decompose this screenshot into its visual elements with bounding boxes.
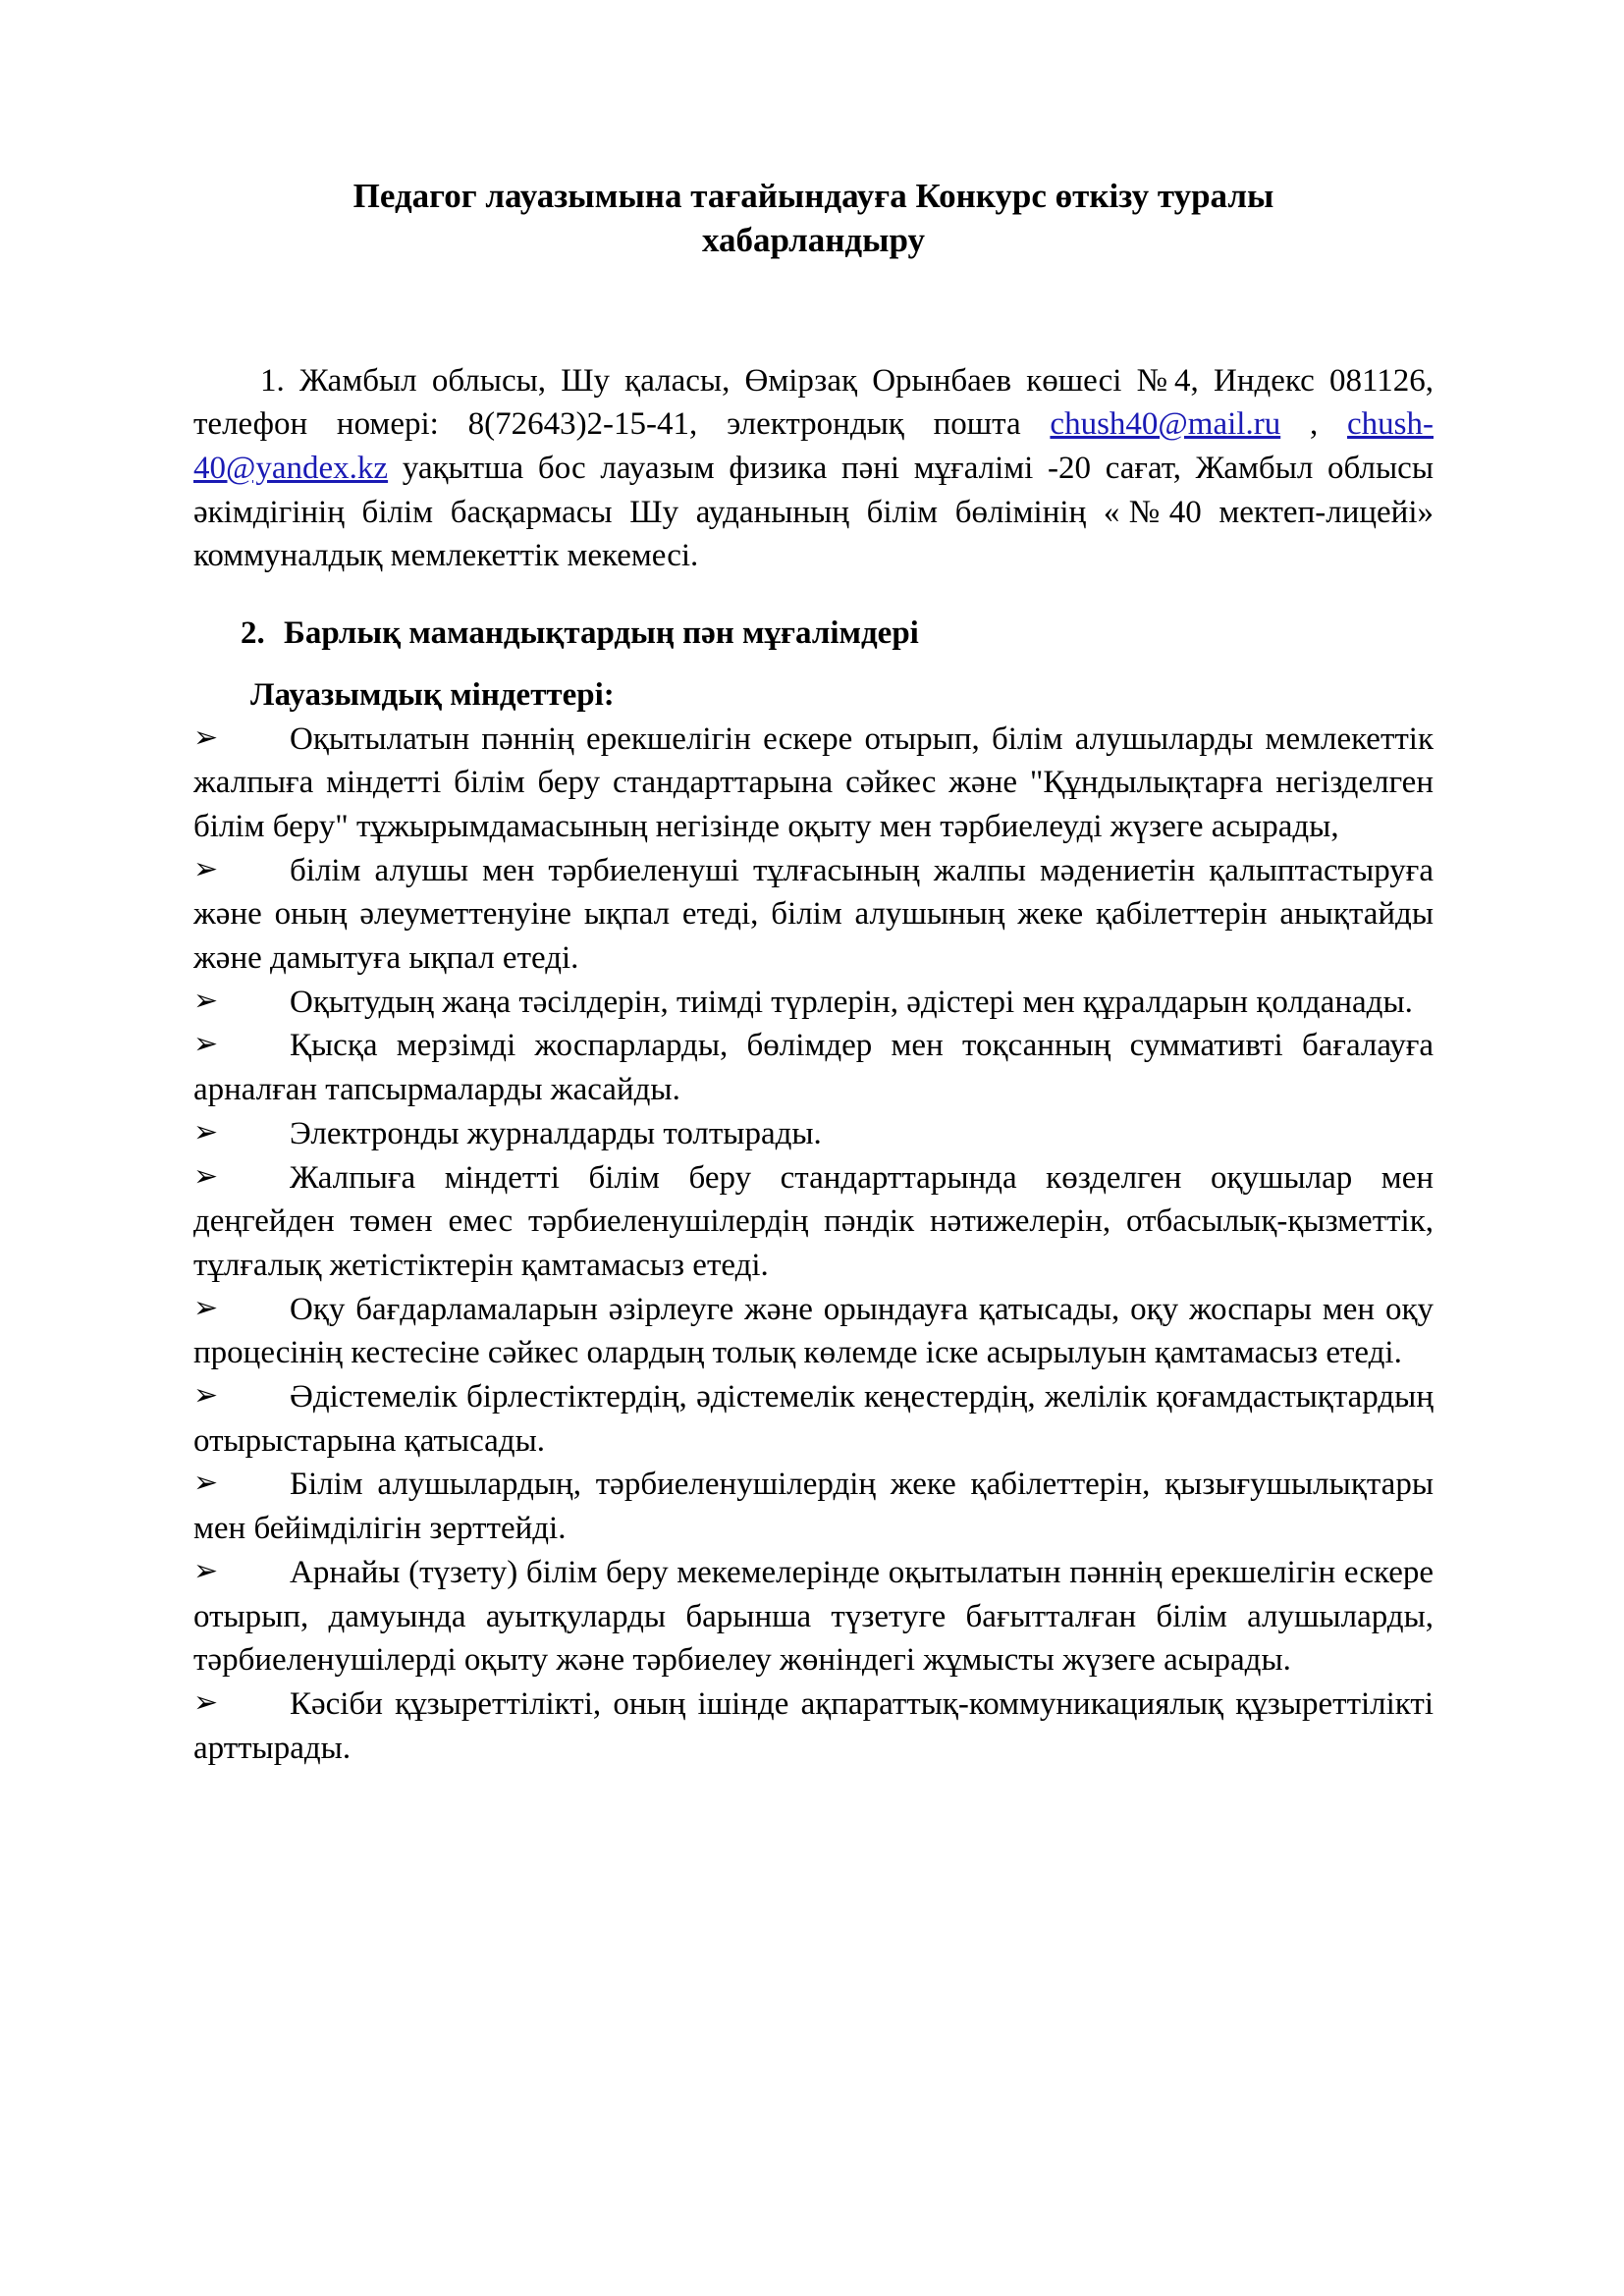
arrowhead-bullet-icon: ➢ <box>193 720 219 755</box>
list-item-text: Электронды журналдарды толтырады. <box>290 1115 822 1151</box>
paragraph-spacer-1 <box>193 578 1434 612</box>
arrowhead-bullet-icon: ➢ <box>193 1553 219 1588</box>
list-item-text: Әдістемелік бірлестіктердің, әдістемелік кеңестердің, желілік қоғамдастықтардың отырыстарына қатысады. <box>193 1379 1434 1459</box>
document-content <box>193 175 1434 1770</box>
list-item <box>193 1024 1434 1111</box>
list-item <box>193 1682 1434 1770</box>
arrowhead-bullet-icon: ➢ <box>193 1158 219 1194</box>
email-link-mail-ru[interactable]: chush40@mail.ru <box>1050 406 1281 443</box>
section-2-title: Барлық мамандықтардың пән мұғалімдері <box>284 615 919 652</box>
list-item-text: Оқу бағдарламаларын әзірлеуге және орындауға қатысады, оқу жоспары мен оқу процесінің кестесіне сәйкес олардың толық көлемде іске асырылуын қамтамасыз етеді. <box>193 1291 1434 1371</box>
list-item-text: Оқытудың жаңа тәсілдерін, тиімді түрлерін, әдістері мен құралдарын қолданады. <box>290 984 1413 1020</box>
paragraph-text-before-links: Жамбыл облысы, Шу қаласы, Өмірзақ Орынбаев көшесі №4, Индекс 081126, телефон номері: 8(72643)2-15-41, электрондық пошта <box>193 362 1434 443</box>
list-item-text: Білім алушылардың, тәрбиеленушілердің жеке қабілеттерін, қызығушылықтары мен бейімділігін зерттейді. <box>193 1467 1434 1547</box>
list-item <box>193 1463 1434 1550</box>
list-item <box>193 1112 1434 1156</box>
arrowhead-bullet-icon: ➢ <box>193 851 219 886</box>
list-item <box>193 849 1434 981</box>
section-2-heading <box>193 612 1434 656</box>
arrowhead-bullet-icon: ➢ <box>193 1466 219 1501</box>
list-item <box>193 1375 1434 1463</box>
arrowhead-bullet-icon: ➢ <box>193 1290 219 1325</box>
arrowhead-bullet-icon: ➢ <box>193 1027 219 1062</box>
list-item-text: Арнайы (түзету) білім беру мекемелерінде оқытылатын пәннің ерекшелігін ескере отырып, дамуында ауытқуларды барынша түзетуге бағытталған білім алушыларды, тәрбиеленушілерді оқыту және тәрбиелеу жөніндегі жұмысты жүзеге асырады. <box>193 1554 1434 1679</box>
page-title: Педагог лауазымына тағайындауға Конкурс өткізу туралы хабарландыру <box>352 177 1274 259</box>
list-item-text: Жалпыға міндетті білім беру стандарттарында көзделген оқушылар мен деңгейден төмен емес тәрбиеленушілердің пәндік нәтижелерін, отбасылық-қызметтік, тұлғалық жетістіктерін қамтамасыз етеді. <box>193 1159 1434 1283</box>
link-separator: , <box>1280 406 1348 443</box>
list-item <box>193 1156 1434 1288</box>
section-2-number: 2. <box>241 615 265 652</box>
arrowhead-bullet-icon: ➢ <box>193 1378 219 1414</box>
arrowhead-bullet-icon: ➢ <box>193 1684 219 1720</box>
list-item-text: білім алушы мен тәрбиеленуші тұлғасының жалпы мәдениетін қалыптастыруға және оның әлеуметтенуіне ықпал етеді, білім алушының жеке қабілеттерін анықтайды және дамытуға ықпал етеді. <box>193 852 1434 977</box>
duties-subheading: Лауазымдық міндеттері: <box>250 676 615 713</box>
section-spacer <box>193 656 1434 673</box>
list-item <box>193 718 1434 849</box>
arrowhead-bullet-icon: ➢ <box>193 983 219 1018</box>
list-item <box>193 1551 1434 1682</box>
list-item <box>193 1288 1434 1375</box>
list-item-text: Оқытылатын пәннің ерекшелігін ескере отырып, білім алушыларды мемлекеттік жалпыға міндетті білім беру стандарттарына сәйкес және "Құндылықтарға негізделген білім беру" тұжырымдамасының негізінде оқыту мен тәрбиелеуді жүзеге асырады, <box>193 721 1434 844</box>
list-item <box>193 981 1434 1025</box>
email-link-yandex-kz[interactable]: chush-40@yandex.kz <box>193 406 1434 486</box>
arrowhead-bullet-icon: ➢ <box>193 1114 219 1149</box>
title-spacer <box>193 263 1434 359</box>
paragraph-text-after-links: уақытша бос лауазым физика пәні мұғалімі -20 сағат, Жамбыл облысы әкімдігінің білім басқармасы Шу ауданының білім бөлімінің «№40 мектеп-лицейі» коммуналдық мемлекеттік мекемесі. <box>193 451 1434 574</box>
paragraph-number: 1. <box>260 362 285 399</box>
list-item-text: Қысқа мерзімді жоспарларды, бөлімдер мен тоқсанның суммативті бағалауға арналған тапсырмаларды жасайды. <box>193 1028 1434 1108</box>
duties-list <box>193 718 1434 1771</box>
paragraph-contact-info <box>193 359 1434 579</box>
list-item-text: Кәсіби құзыреттілікті, оның ішінде ақпараттық-коммуникациялық құзыреттілікті арттырады. <box>193 1685 1434 1766</box>
